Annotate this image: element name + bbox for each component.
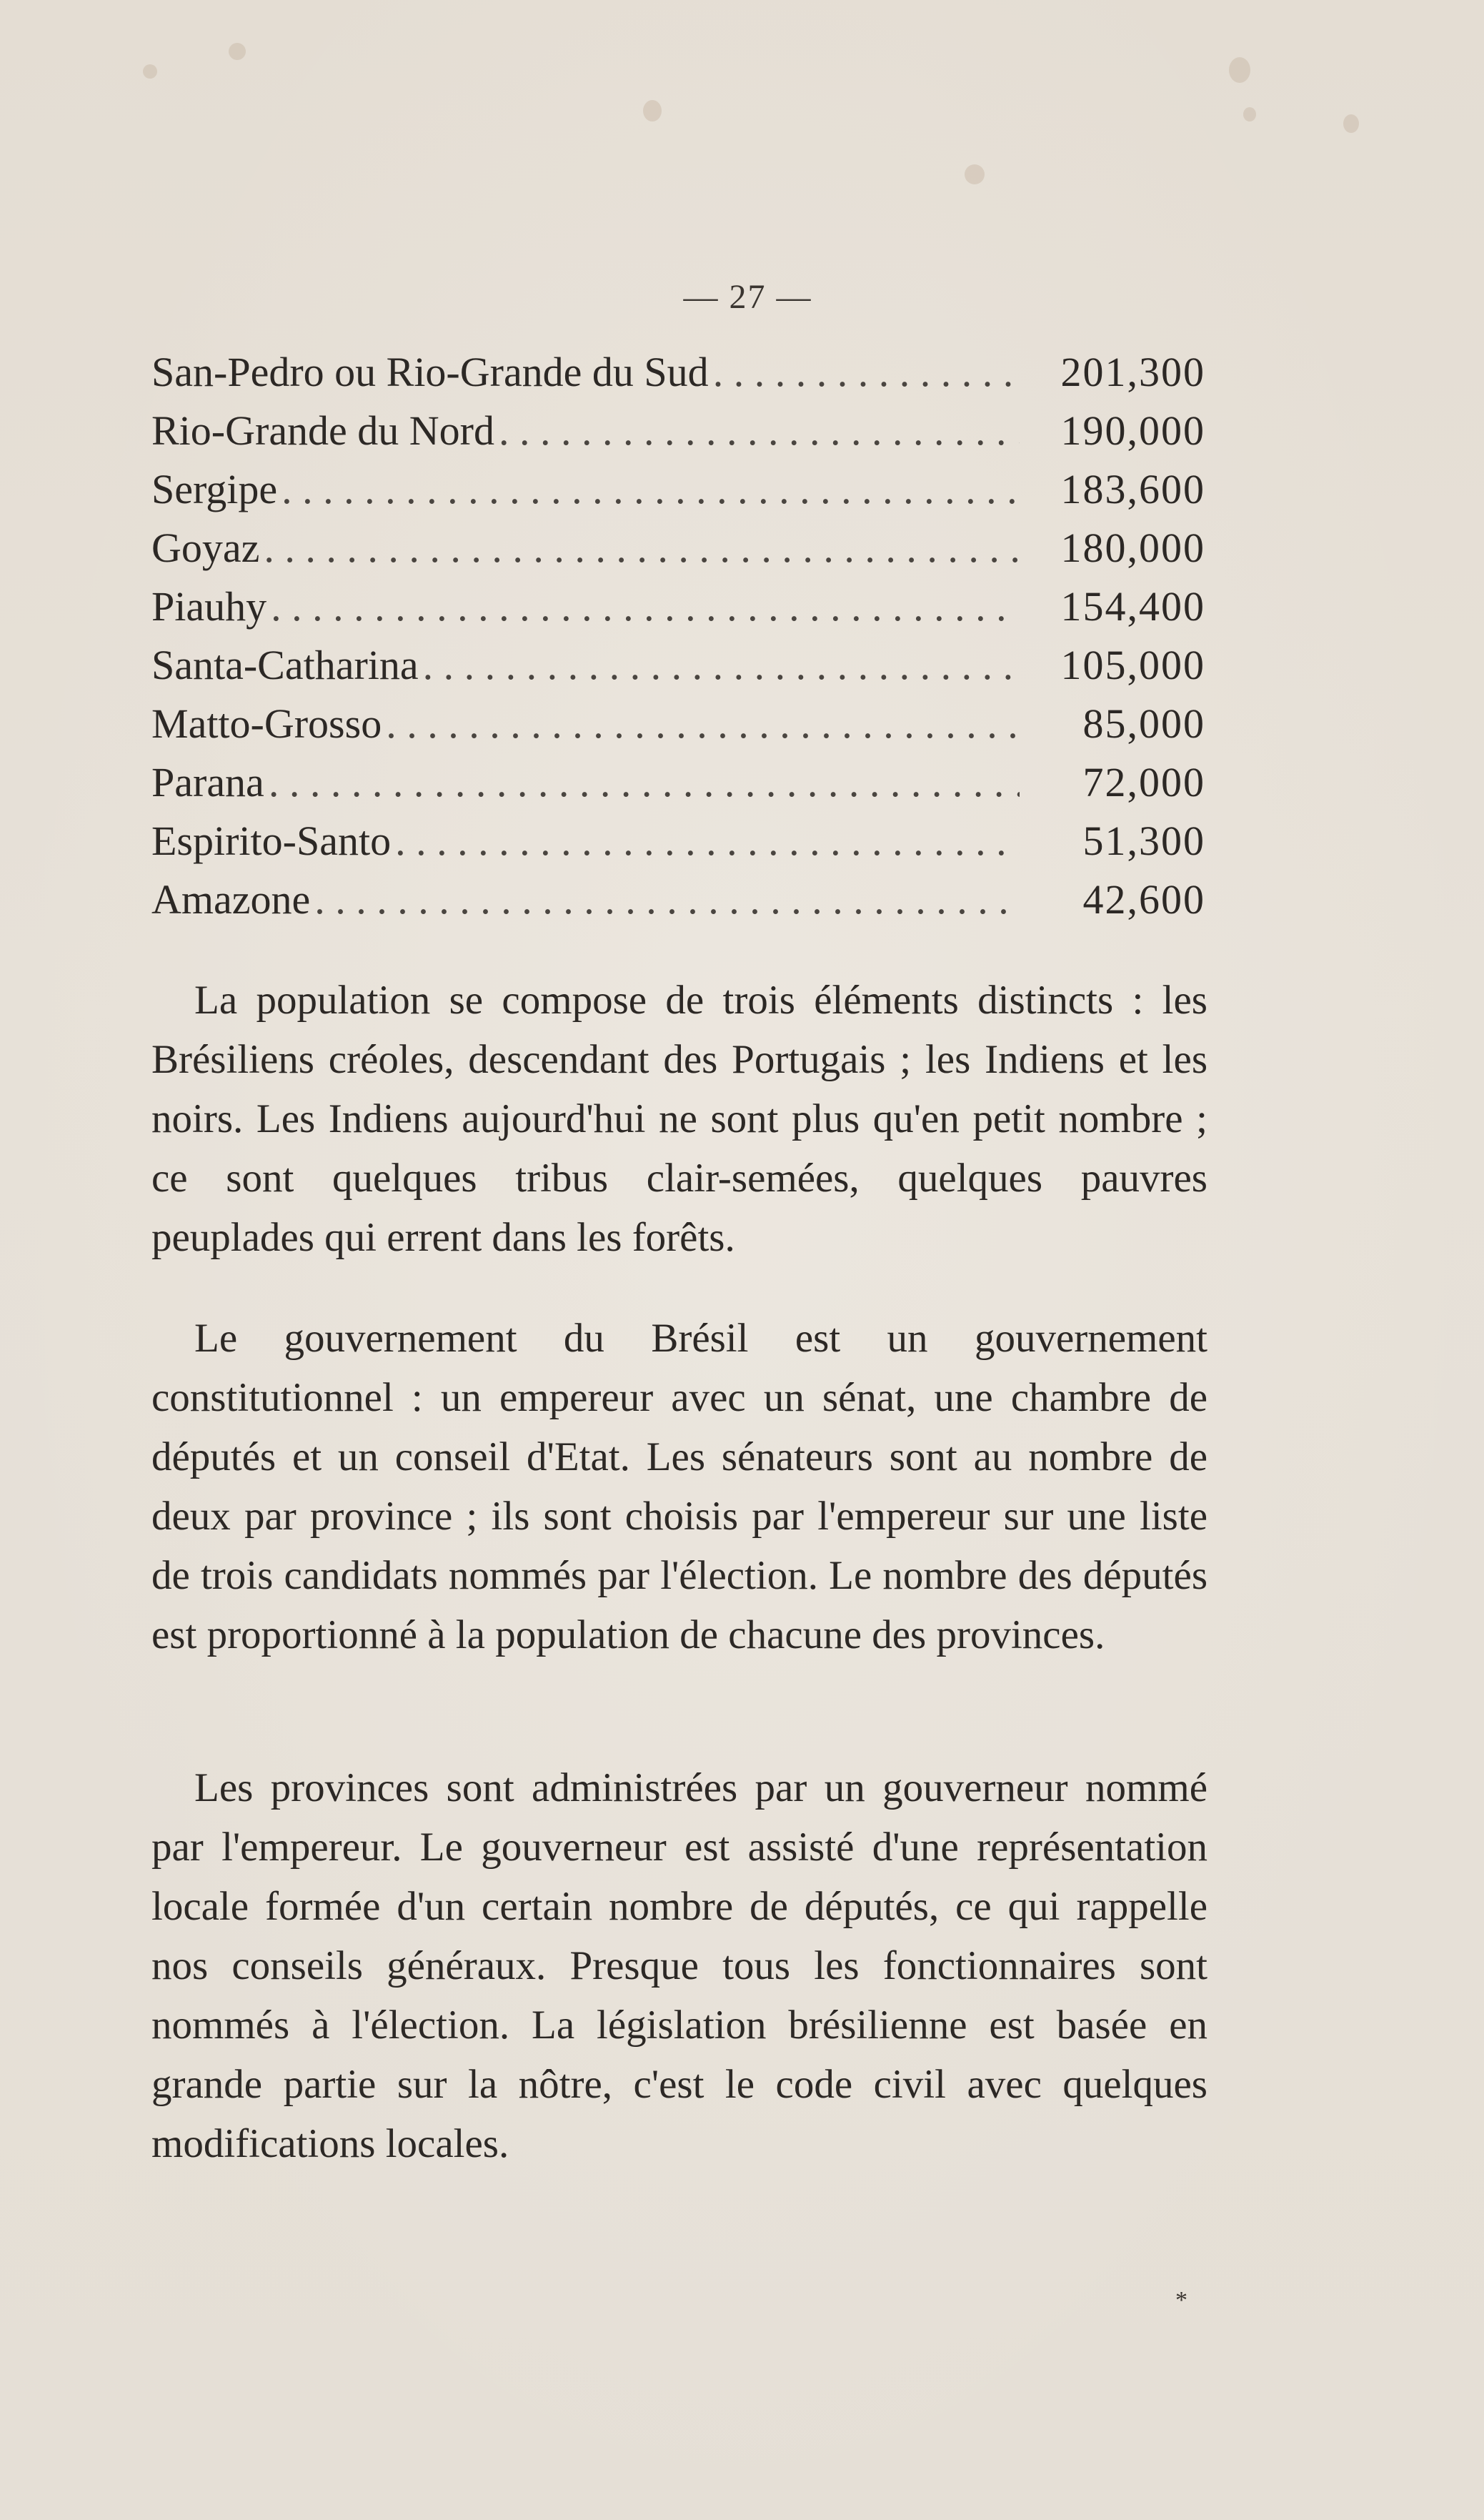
table-row xyxy=(151,753,1205,812)
dot-leader xyxy=(386,695,1020,753)
population-value: 51,300 xyxy=(1082,818,1205,864)
table-row xyxy=(151,870,1205,929)
province-name: Rio-Grande du Nord xyxy=(151,407,495,454)
population-value: 85,000 xyxy=(1082,700,1205,747)
table-row xyxy=(151,402,1205,460)
paper-stain xyxy=(1229,57,1250,83)
dot-leader xyxy=(269,753,1020,812)
dot-leader xyxy=(395,812,1020,870)
population-value: 183,600 xyxy=(1060,466,1205,512)
paper-stain xyxy=(1243,107,1256,121)
paper-stain xyxy=(965,164,985,184)
population-value: 72,000 xyxy=(1082,759,1205,805)
footer-mark: * xyxy=(1175,2287,1187,2313)
population-table xyxy=(151,343,1205,929)
population-value: 105,000 xyxy=(1060,642,1205,688)
table-row xyxy=(151,343,1205,402)
dot-leader xyxy=(314,870,1020,929)
dot-leader xyxy=(282,460,1020,519)
table-row xyxy=(151,460,1205,519)
paragraph-text: La population se compose de trois éléments distincts : les Brésiliens créoles, descendant des Portugais ; les Indiens et les noirs. Les Indiens aujourd'hui ne sont plus qu'en petit nombre ; ce sont quelques tribus clair-semées, quelques pauvres peuplades qui errent dans les forêts. xyxy=(151,978,1207,1260)
province-name: Espirito-Santo xyxy=(151,818,392,864)
dot-leader xyxy=(713,343,1020,402)
paper-stain xyxy=(1343,114,1359,133)
paper-stain xyxy=(229,43,246,60)
province-name: Piauhy xyxy=(151,583,267,630)
province-name: Goyaz xyxy=(151,525,260,571)
paragraph-government xyxy=(151,1309,1207,1665)
table-row xyxy=(151,812,1205,870)
paragraph-text: Les provinces sont administrées par un gouverneur nommé par l'empereur. Le gouverneur est assisté d'une représentation locale formée d'un certain nombre de députés, ce qui rappelle nos conseils généraux. Presque tous les fonctionnaires sont nommés à l'élection. La législation brésilienne est basée en grande partie sur la nôtre, c'est le code civil avec quelques modifications locales. xyxy=(151,1765,1207,2166)
paper-stain xyxy=(643,100,662,121)
population-value: 42,600 xyxy=(1082,876,1205,923)
table-row xyxy=(151,636,1205,695)
province-name: San-Pedro ou Rio-Grande du Sud xyxy=(151,349,709,395)
province-name: Sergipe xyxy=(151,466,278,512)
population-value: 180,000 xyxy=(1060,525,1205,571)
population-value: 190,000 xyxy=(1060,407,1205,454)
dot-leader xyxy=(423,636,1020,695)
dot-leader xyxy=(499,402,1020,460)
population-value: 154,400 xyxy=(1060,583,1205,630)
province-name: Parana xyxy=(151,759,264,805)
paragraph-provinces xyxy=(151,1758,1207,2173)
table-row xyxy=(151,577,1205,636)
table-row xyxy=(151,519,1205,577)
paper-stain xyxy=(143,64,157,79)
province-name: Matto-Grosso xyxy=(151,700,382,747)
table-row xyxy=(151,695,1205,753)
page-number: — 27 — xyxy=(683,278,812,316)
province-name: Amazone xyxy=(151,876,311,923)
paragraph-population xyxy=(151,971,1207,1267)
population-value: 201,300 xyxy=(1060,349,1205,395)
province-name: Santa-Catharina xyxy=(151,642,419,688)
dot-leader xyxy=(264,519,1020,577)
dot-leader xyxy=(271,577,1020,636)
paragraph-text: Le gouvernement du Brésil est un gouvernement constitutionnel : un empereur avec un sénat, une chambre de députés et un conseil d'Etat. Les sénateurs sont au nombre de deux par province ; ils sont choisis par l'empereur sur une liste de trois candidats nommés par l'élection. Le nombre des députés est proportionné à la population de chacune des provinces. xyxy=(151,1316,1207,1657)
